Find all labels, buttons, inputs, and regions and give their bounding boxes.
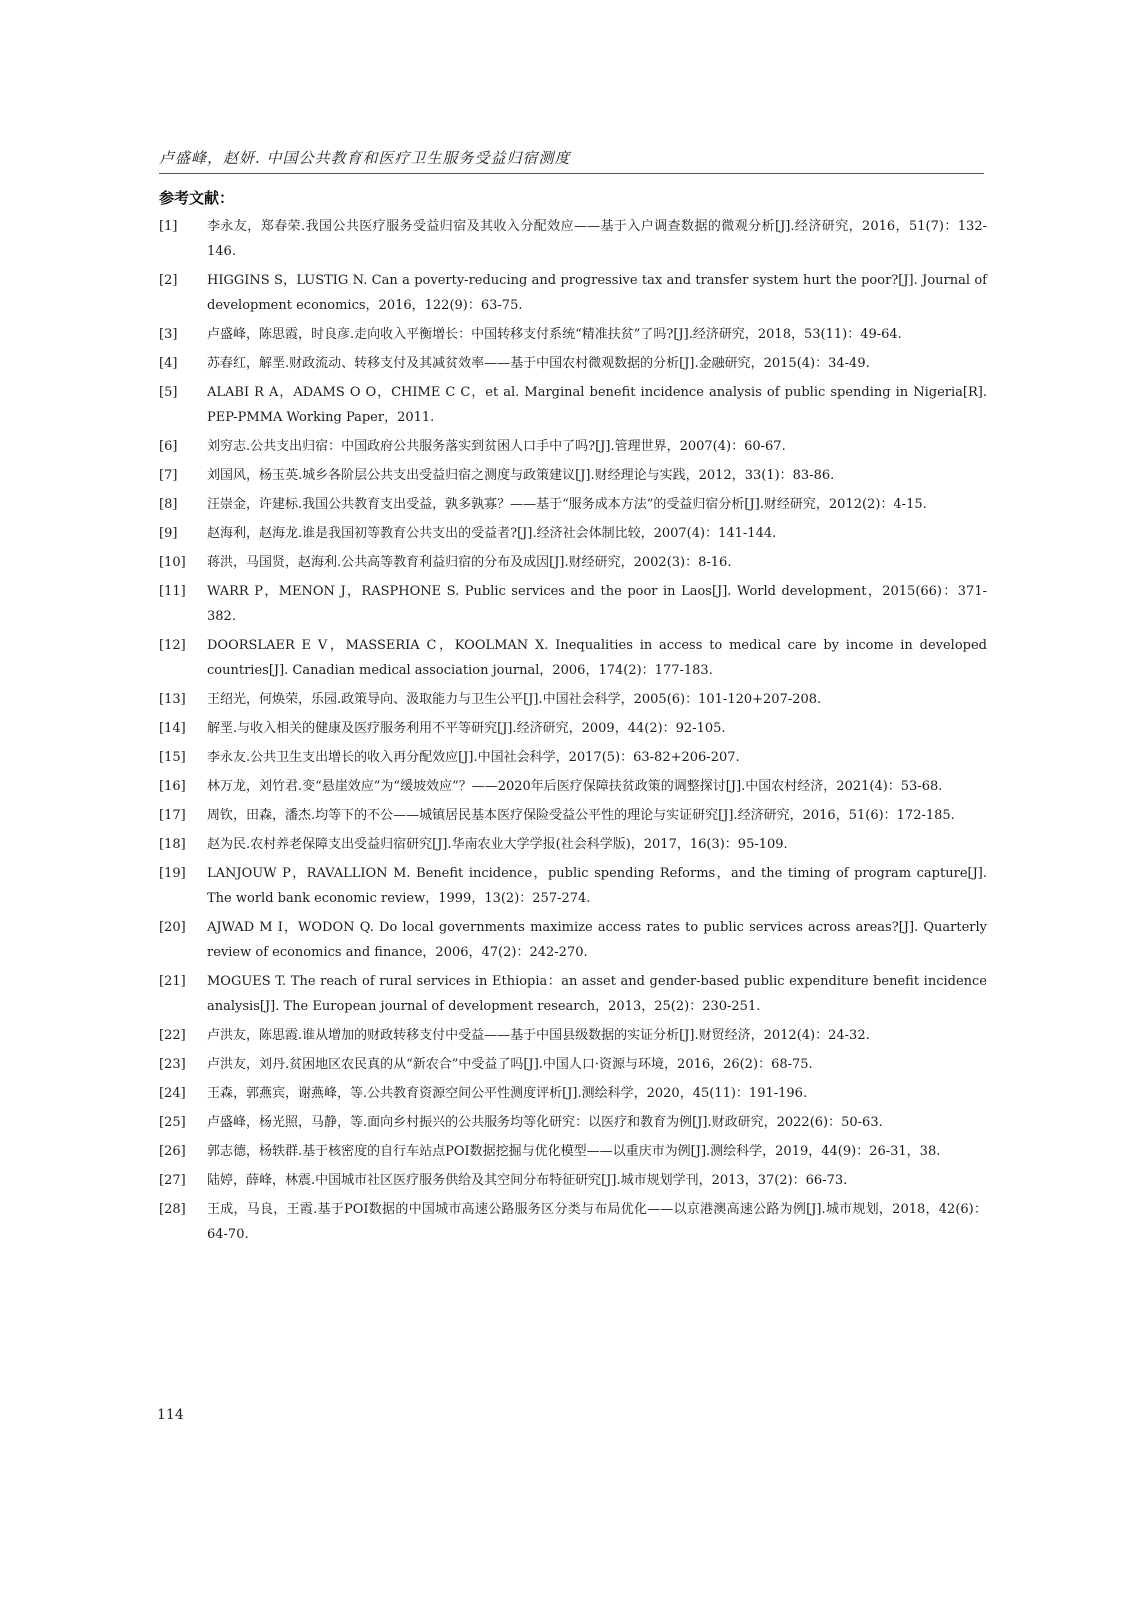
reference-item	[159, 745, 987, 770]
reference-number: [1]	[159, 219, 178, 234]
section-title: 参考文献：	[159, 189, 235, 207]
reference-text: 刘国风，杨玉英.城乡各阶层公共支出受益归宿之测度与政策建议[J].财经理论与实践，2012，33(1)：83-86.	[207, 468, 835, 483]
reference-number: [15]	[159, 750, 186, 765]
reference-text: LANJOUW P，RAVALLION M. Benefit incidence，public spending Reforms，and the timing of program capture[J]. The world bank economic review，1999，13(2)：257-274.	[207, 866, 987, 906]
reference-item	[159, 521, 987, 546]
reference-item	[159, 492, 987, 517]
reference-text: 林万龙，刘竹君.变“悬崖效应”为“缓坡效应”？——2020年后医疗保障扶贫政策的调整探讨[J].中国农村经济，2021(4)：53-68.	[207, 779, 943, 794]
reference-item	[159, 214, 987, 264]
reference-item	[159, 268, 987, 318]
reference-item	[159, 1197, 987, 1247]
reference-text: 卢盛峰，陈思霞，时良彦.走向收入平衡增长：中国转移支付系统“精准扶贫”了吗?[J].经济研究，2018，53(11)：49-64.	[207, 327, 902, 342]
reference-item	[159, 1139, 987, 1164]
reference-item	[159, 633, 987, 683]
reference-text: 李永友，郑春荣.我国公共医疗服务受益归宿及其收入分配效应——基于入户调查数据的微观分析[J].经济研究，2016，51(7)：132-146.	[207, 219, 987, 259]
reference-number: [28]	[159, 1202, 186, 1217]
reference-number: [17]	[159, 808, 186, 823]
reference-text: 苏春红，解垩.财政流动、转移支付及其减贫效率——基于中国农村微观数据的分析[J].金融研究，2015(4)：34-49.	[207, 356, 870, 371]
reference-item	[159, 915, 987, 965]
header-rule	[159, 173, 984, 174]
reference-text: 刘穷志.公共支出归宿：中国政府公共服务落实到贫困人口手中了吗?[J].管理世界，2007(4)：60-67.	[207, 439, 786, 454]
reference-item	[159, 832, 987, 857]
reference-text: 陆婷，薛峰，林震.中国城市社区医疗服务供给及其空间分布特征研究[J].城市规划学刊，2013，37(2)：66-73.	[207, 1173, 848, 1188]
reference-item	[159, 687, 987, 712]
reference-number: [21]	[159, 974, 186, 989]
reference-number: [24]	[159, 1086, 186, 1101]
reference-number: [6]	[159, 439, 178, 454]
reference-number: [22]	[159, 1028, 186, 1043]
reference-item	[159, 1052, 987, 1077]
reference-text: 汪崇金，许建标.我国公共教育支出受益，孰多孰寡？——基于“服务成本方法”的受益归宿分析[J].财经研究，2012(2)：4-15.	[207, 497, 927, 512]
reference-number: [14]	[159, 721, 186, 736]
reference-number: [16]	[159, 779, 186, 794]
reference-text: ALABI R A，ADAMS O O，CHIME C C，et al. Marginal benefit incidence analysis of public spending in Nigeria[R]. PEP-PMMA Working Paper，2011.	[207, 385, 987, 425]
reference-text: HIGGINS S，LUSTIG N. Can a poverty-reducing and progressive tax and transfer system hurt the poor?[J]. Journal of development economics，2016，122(9)：63-75.	[207, 273, 987, 313]
reference-text: 赵海利，赵海龙.谁是我国初等教育公共支出的受益者?[J].经济社会体制比较，2007(4)：141-144.	[207, 526, 777, 541]
reference-text: MOGUES T. The reach of rural services in Ethiopia：an asset and gender-based public expenditure benefit incidence analysis[J]. The European journal of development research，2013，25(2)：230-251.	[207, 974, 987, 1014]
reference-number: [26]	[159, 1144, 186, 1159]
reference-number: [4]	[159, 356, 178, 371]
reference-list	[159, 214, 987, 1251]
reference-item	[159, 774, 987, 799]
reference-item	[159, 434, 987, 459]
reference-text: 卢洪友，刘丹.贫困地区农民真的从“新农合”中受益了吗[J].中国人口·资源与环境，2016，26(2)：68-75.	[207, 1057, 813, 1072]
reference-text: 王绍光，何焕荣，乐园.政策导向、汲取能力与卫生公平[J].中国社会科学，2005(6)：101-120+207-208.	[207, 692, 822, 707]
reference-text: 王成，马良，王霞.基于POI数据的中国城市高速公路服务区分类与布局优化——以京港澳高速公路为例[J].城市规划，2018，42(6)：64-70.	[207, 1202, 987, 1242]
reference-text: AJWAD M I，WODON Q. Do local governments maximize access rates to public services across areas?[J]. Quarterly review of economics and finance，2006，47(2)：242-270.	[207, 920, 987, 960]
reference-number: [8]	[159, 497, 178, 512]
reference-item	[159, 1110, 987, 1135]
reference-number: [20]	[159, 920, 186, 935]
reference-item	[159, 579, 987, 629]
reference-item	[159, 716, 987, 741]
reference-item	[159, 463, 987, 488]
reference-number: [13]	[159, 692, 186, 707]
reference-item	[159, 322, 987, 347]
reference-number: [12]	[159, 638, 186, 653]
reference-text: 李永友.公共卫生支出增长的收入再分配效应[J].中国社会科学，2017(5)：63-82+206-207.	[207, 750, 740, 765]
reference-number: [18]	[159, 837, 186, 852]
reference-text: 赵为民.农村养老保障支出受益归宿研究[J].华南农业大学学报(社会科学版)，2017，16(3)：95-109.	[207, 837, 788, 852]
reference-item	[159, 550, 987, 575]
running-header: 卢盛峰，赵妍. 中国公共教育和医疗卫生服务受益归宿测度	[159, 149, 571, 167]
reference-text: DOORSLAER E V，MASSERIA C，KOOLMAN X. Inequalities in access to medical care by income in developed countries[J]. Canadian medical association journal，2006，174(2)：177-183.	[207, 638, 987, 678]
reference-text: 周钦，田森，潘杰.均等下的不公——城镇居民基本医疗保险受益公平性的理论与实证研究[J].经济研究，2016，51(6)：172-185.	[207, 808, 955, 823]
reference-item	[159, 380, 987, 430]
reference-text: 卢盛峰，杨光照，马静，等.面向乡村振兴的公共服务均等化研究：以医疗和教育为例[J].财政研究，2022(6)：50-63.	[207, 1115, 883, 1130]
reference-item	[159, 351, 987, 376]
reference-item	[159, 1023, 987, 1048]
reference-item	[159, 1081, 987, 1106]
reference-text: 蒋洪，马国贤，赵海利.公共高等教育利益归宿的分布及成因[J].财经研究，2002(3)：8-16.	[207, 555, 732, 570]
reference-number: [7]	[159, 468, 178, 483]
reference-number: [11]	[159, 584, 186, 599]
reference-number: [9]	[159, 526, 178, 541]
reference-number: [23]	[159, 1057, 186, 1072]
reference-text: WARR P，MENON J，RASPHONE S. Public services and the poor in Laos[J]. World development，2015(66)：371-382.	[207, 584, 987, 624]
reference-item	[159, 969, 987, 1019]
reference-number: [19]	[159, 866, 186, 881]
reference-item	[159, 861, 987, 911]
reference-number: [5]	[159, 385, 178, 400]
reference-item	[159, 803, 987, 828]
reference-number: [3]	[159, 327, 178, 342]
reference-text: 郭志德，杨轶群.基于核密度的自行车站点POI数据挖掘与优化模型——以重庆市为例[J].测绘科学，2019，44(9)：26-31，38.	[207, 1144, 941, 1159]
reference-text: 王森，郭燕宾，谢燕峰，等.公共教育资源空间公平性测度评析[J].测绘科学，2020，45(11)：191-196.	[207, 1086, 808, 1101]
page-number: 114	[157, 1407, 184, 1423]
reference-text: 解垩.与收入相关的健康及医疗服务利用不平等研究[J].经济研究，2009，44(2)：92-105.	[207, 721, 726, 736]
reference-number: [2]	[159, 273, 178, 288]
reference-text: 卢洪友，陈思霞.谁从增加的财政转移支付中受益——基于中国县级数据的实证分析[J].财贸经济，2012(4)：24-32.	[207, 1028, 870, 1043]
reference-number: [10]	[159, 555, 186, 570]
reference-item	[159, 1168, 987, 1193]
reference-number: [25]	[159, 1115, 186, 1130]
reference-number: [27]	[159, 1173, 186, 1188]
